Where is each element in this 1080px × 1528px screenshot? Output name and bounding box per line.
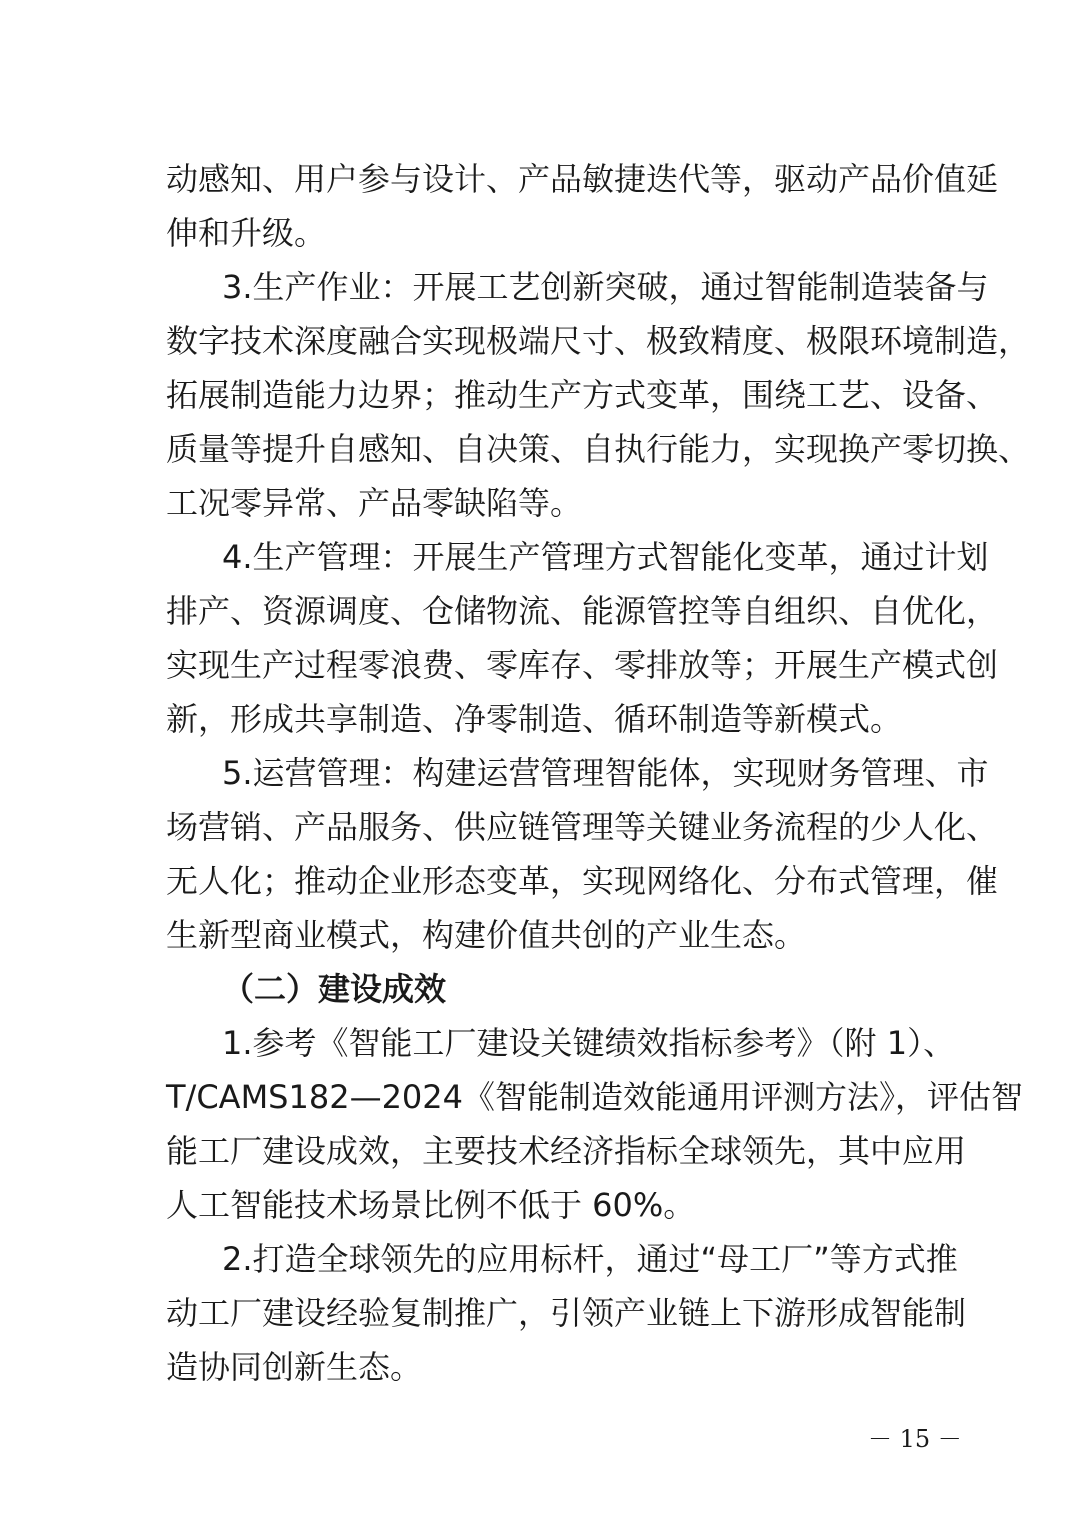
body-line: 拓展制造能力边界；推动生产方式变革，围绕工艺、设备、 (166, 376, 999, 414)
body-line: 动感知、用户参与设计、产品敏捷迭代等，驱动产品价值延 (166, 160, 999, 198)
body-line: 人工智能技术场景比例不低于 60%。 (166, 1186, 696, 1224)
results-item-2-start: 2.打造全球领先的应用标杆，通过“母工厂”等方式推 (222, 1240, 958, 1278)
paragraph-3-start: 3.生产作业：开展工艺创新突破，通过智能制造装备与 (222, 268, 989, 306)
body-line: 伸和升级。 (166, 214, 327, 252)
body-line: 生新型商业模式，构建价值共创的产业生态。 (166, 916, 807, 954)
body-line: T/CAMS182—2024《智能制造效能通用评测方法》，评估智 (166, 1078, 1024, 1116)
body-line: 实现生产过程零浪费、零库存、零排放等；开展生产模式创 (166, 646, 999, 684)
body-line: 能工厂建设成效，主要技术经济指标全球领先，其中应用 (166, 1132, 967, 1170)
body-line: 造协同创新生态。 (166, 1348, 423, 1386)
results-item-1-start: 1.参考《智能工厂建设关键绩效指标参考》（附 1）、 (222, 1024, 956, 1062)
section-heading: （二）建设成效 (222, 970, 447, 1008)
body-line: 工况零异常、产品零缺陷等。 (166, 484, 583, 522)
body-line: 排产、资源调度、仓储物流、能源管控等自组织、自优化， (166, 592, 999, 630)
paragraph-5-start: 5.运营管理：构建运营管理智能体，实现财务管理、市 (222, 754, 989, 792)
body-line: 无人化；推动企业形态变革，实现网络化、分布式管理，催 (166, 862, 999, 900)
body-line: 质量等提升自感知、自决策、自执行能力，实现换产零切换、 (166, 430, 1031, 468)
body-line: 新，形成共享制造、净零制造、循环制造等新模式。 (166, 700, 903, 738)
body-line: 数字技术深度融合实现极端尺寸、极致精度、极限环境制造， (166, 322, 1031, 360)
body-line: 动工厂建设经验复制推广，引领产业链上下游形成智能制 (166, 1294, 967, 1332)
paragraph-4-start: 4.生产管理：开展生产管理方式智能化变革，通过计划 (222, 538, 989, 576)
body-line: 场营销、产品服务、供应链管理等关键业务流程的少人化、 (166, 808, 999, 846)
page-number: － 15 － (868, 1425, 962, 1453)
